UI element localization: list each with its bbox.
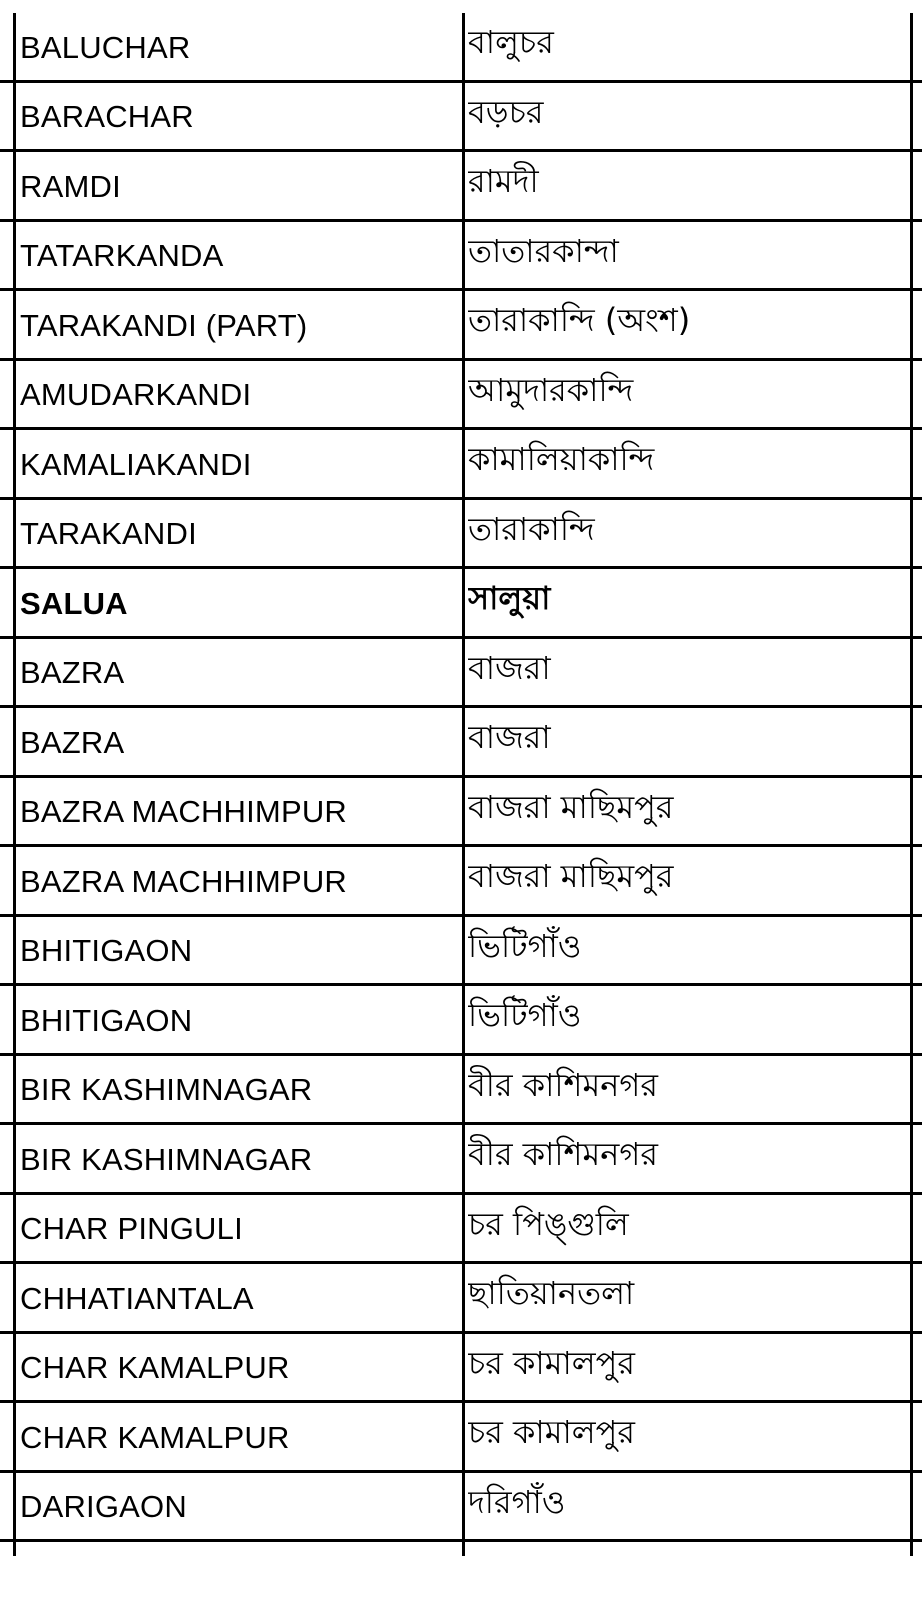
bengali-name-cell: বীর কাশিমনগর <box>468 1135 658 1174</box>
bengali-name-cell: দরিগাঁও <box>468 1482 566 1521</box>
table-row <box>0 13 922 83</box>
english-name-cell: BHITIGAON <box>20 1002 193 1038</box>
english-name-cell: BAZRA MACHHIMPUR <box>20 863 348 899</box>
english-name-cell: TATARKANDA <box>20 238 224 274</box>
bengali-name-cell: কামালিয়াকান্দি <box>468 440 655 479</box>
bengali-name-cell: ছাতিয়ানতলা <box>468 1274 635 1313</box>
bengali-name-cell: বাজরা মাছিমপুর <box>468 787 674 826</box>
table-row <box>0 430 922 500</box>
bengali-name-cell: বাজরা মাছিমপুর <box>468 857 674 896</box>
english-name-cell: BARACHAR <box>20 99 194 135</box>
english-name-cell: BALUCHAR <box>20 29 191 65</box>
english-name-cell: TARAKANDI (PART) <box>20 307 308 343</box>
table-row <box>0 847 922 917</box>
english-name-cell: CHAR PINGULI <box>20 1211 243 1247</box>
english-name-cell: BIR KASHIMNAGAR <box>20 1072 313 1108</box>
bengali-name-cell: ভিটিগাঁও <box>468 996 582 1035</box>
table-row <box>0 1473 922 1543</box>
bengali-name-cell: রামদী <box>468 162 539 201</box>
english-name-cell: BAZRA <box>20 655 125 691</box>
english-name-cell: CHAR KAMALPUR <box>20 1419 290 1455</box>
bengali-name-cell: বাজরা <box>468 718 551 757</box>
bengali-name-cell: বীর কাশিমনগর <box>468 1065 658 1104</box>
table-row <box>0 83 922 153</box>
table-row <box>0 361 922 431</box>
bengali-name-cell: বাজরা <box>468 648 551 687</box>
bengali-name-cell: ভিটিগাঁও <box>468 926 582 965</box>
english-name-cell: BAZRA <box>20 724 125 760</box>
bengali-name-cell: চর পিঙ্গুলি <box>468 1204 629 1243</box>
table-row <box>0 917 922 987</box>
bengali-name-cell: চর কামালপুর <box>468 1343 635 1382</box>
village-name-table <box>0 13 922 1542</box>
english-name-cell: AMUDARKANDI <box>20 377 252 413</box>
bengali-name-cell: আমুদারকান্দি <box>468 370 634 409</box>
bengali-name-cell: তাতারকান্দা <box>468 231 619 270</box>
table-row <box>0 152 922 222</box>
table-row <box>0 986 922 1056</box>
english-name-cell: BAZRA MACHHIMPUR <box>20 794 348 830</box>
english-name-cell: CHAR KAMALPUR <box>20 1350 290 1386</box>
bengali-name-cell: তারাকান্দি <box>468 509 595 548</box>
table-row <box>0 291 922 361</box>
table-row <box>0 1056 922 1126</box>
english-name-cell: BHITIGAON <box>20 933 193 969</box>
table-row <box>0 708 922 778</box>
table-row <box>0 1334 922 1404</box>
bengali-name-cell: সালুয়া <box>468 579 551 618</box>
bengali-name-cell: বড়চর <box>468 92 544 131</box>
bengali-name-cell: বালুচর <box>468 23 554 62</box>
table-row <box>0 1403 922 1473</box>
table-row <box>0 1195 922 1265</box>
english-name-cell: RAMDI <box>20 168 121 204</box>
english-name-cell: DARIGAON <box>20 1489 187 1525</box>
english-name-cell: CHHATIANTALA <box>20 1280 254 1316</box>
english-name-cell: KAMALIAKANDI <box>20 446 252 482</box>
table-row <box>0 778 922 848</box>
english-name-cell: BIR KASHIMNAGAR <box>20 1141 313 1177</box>
english-name-cell: SALUA <box>20 585 128 621</box>
bengali-name-cell: চর কামালপুর <box>468 1413 635 1452</box>
english-name-cell: TARAKANDI <box>20 516 197 552</box>
table-row <box>0 500 922 570</box>
table-row <box>0 1125 922 1195</box>
table-row <box>0 1264 922 1334</box>
table-row <box>0 639 922 709</box>
table-row-section-heading <box>0 569 922 639</box>
table-row <box>0 222 922 292</box>
bengali-name-cell: তারাকান্দি (অংশ) <box>468 301 691 340</box>
